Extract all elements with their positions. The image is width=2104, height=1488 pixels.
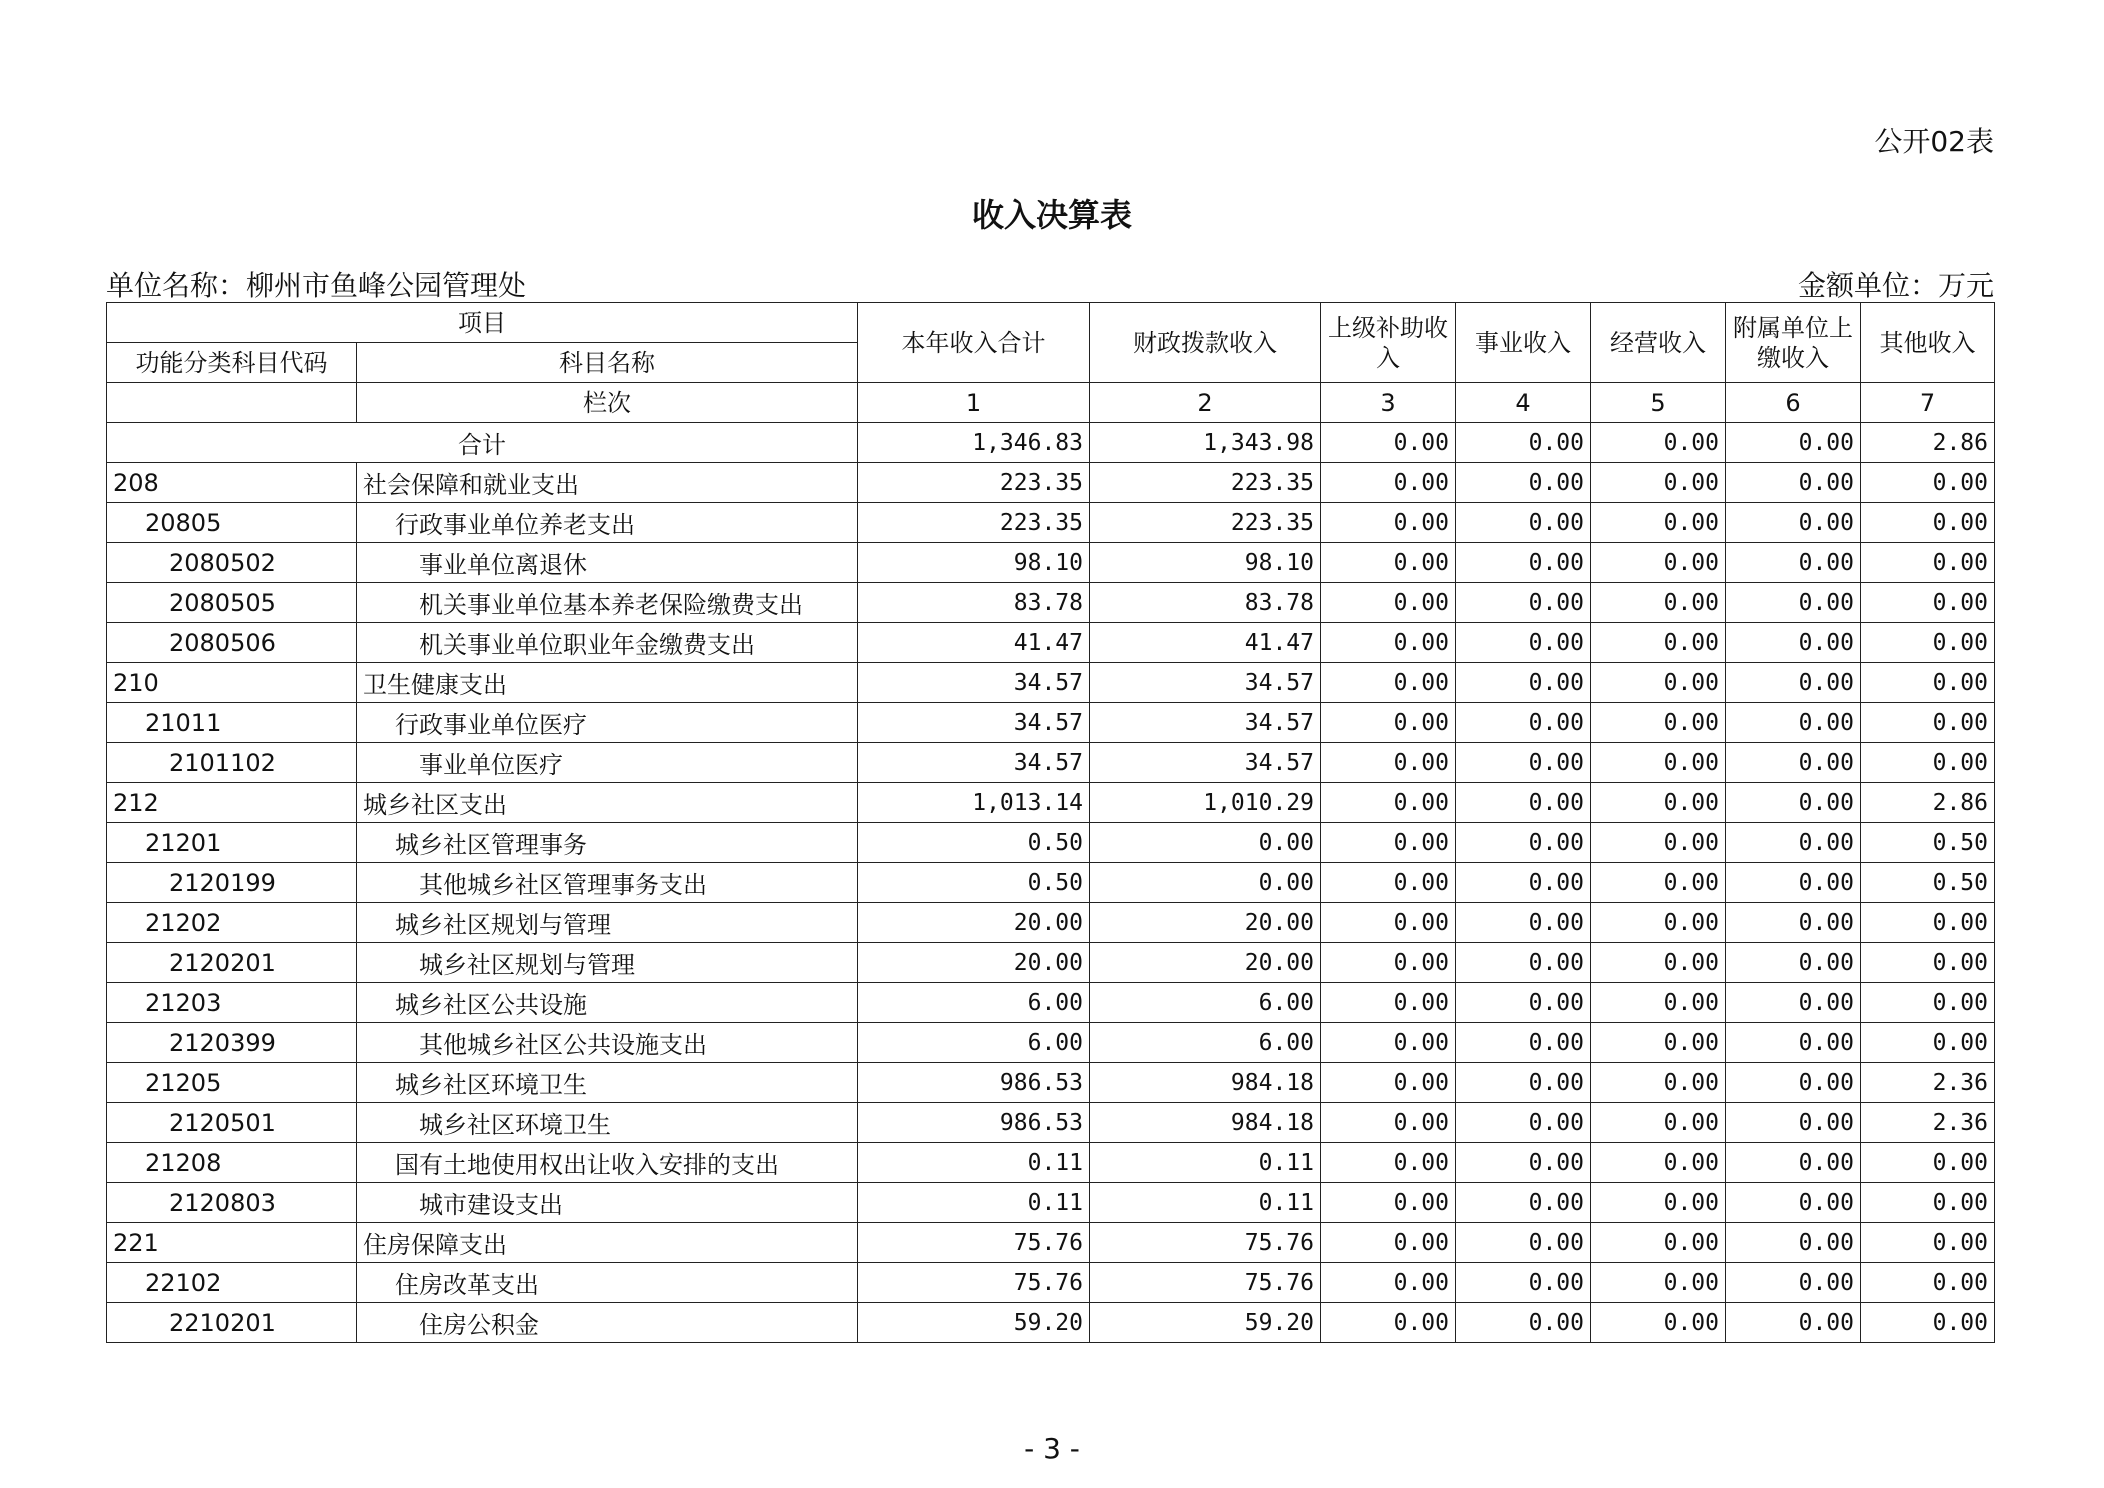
- amount-cell: 2.36: [1861, 1063, 1995, 1103]
- amount-cell: 223.35: [858, 503, 1090, 543]
- subject-name: 城市建设支出: [357, 1183, 858, 1223]
- amount-unit: 金额单位：万元: [1797, 269, 1994, 302]
- table-row: [107, 1263, 1995, 1303]
- amount-cell: 0.00: [1861, 703, 1995, 743]
- table-row: [107, 783, 1995, 823]
- amount-cell: 0.00: [1591, 1063, 1726, 1103]
- subject-code: 21202: [107, 903, 357, 943]
- col-number: 3: [1321, 383, 1456, 423]
- amount-cell: 20.00: [858, 903, 1090, 943]
- subject-name: 机关事业单位职业年金缴费支出: [357, 623, 858, 663]
- amount-cell: 0.00: [1861, 663, 1995, 703]
- subject-code: 20805: [107, 503, 357, 543]
- subject-name: 城乡社区规划与管理: [357, 903, 858, 943]
- subject-code: 2120201: [107, 943, 357, 983]
- amount-cell: 0.00: [1456, 1183, 1591, 1223]
- subject-code: 21203: [107, 983, 357, 1023]
- amount-cell: 0.00: [1591, 703, 1726, 743]
- amount-cell: 34.57: [858, 703, 1090, 743]
- subject-code: 21208: [107, 1143, 357, 1183]
- amount-cell: 0.11: [1090, 1143, 1321, 1183]
- table-row: [107, 1183, 1995, 1223]
- amount-cell: 0.00: [1321, 903, 1456, 943]
- subject-code: 2101102: [107, 743, 357, 783]
- amount-cell: 0.00: [1726, 1103, 1861, 1143]
- subject-name: 城乡社区管理事务: [357, 823, 858, 863]
- amount-cell: 0.00: [1726, 543, 1861, 583]
- amount-cell: 0.00: [1861, 1143, 1995, 1183]
- amount-cell: 0.00: [1321, 543, 1456, 583]
- amount-cell: 0.00: [1726, 863, 1861, 903]
- table-row: [107, 703, 1995, 743]
- table-row: [107, 543, 1995, 583]
- table-row: [107, 1023, 1995, 1063]
- amount-cell: 0.00: [1591, 583, 1726, 623]
- amount-cell: 59.20: [858, 1303, 1090, 1343]
- subject-name: 国有土地使用权出让收入安排的支出: [357, 1143, 858, 1183]
- table-row: [107, 1223, 1995, 1263]
- amount-cell: 0.00: [1321, 943, 1456, 983]
- amount-cell: 0.00: [1321, 1143, 1456, 1183]
- subject-name: 卫生健康支出: [357, 663, 858, 703]
- amount-cell: 0.00: [1090, 863, 1321, 903]
- amount-cell: 20.00: [858, 943, 1090, 983]
- amount-cell: 0.00: [1726, 783, 1861, 823]
- amount-cell: 0.00: [1456, 463, 1591, 503]
- table-row: [107, 1063, 1995, 1103]
- header-total-income: 本年收入合计: [858, 303, 1090, 383]
- amount-cell: 986.53: [858, 1103, 1090, 1143]
- subject-code: 210: [107, 663, 357, 703]
- page-number: - 3 -: [1024, 1432, 1080, 1465]
- header-code: 功能分类科目代码: [107, 343, 357, 383]
- amount-cell: 0.00: [1321, 1263, 1456, 1303]
- amount-cell: 0.00: [1591, 1023, 1726, 1063]
- subject-code: 221: [107, 1223, 357, 1263]
- header-business: 事业收入: [1456, 303, 1591, 383]
- amount-cell: 0.00: [1456, 1063, 1591, 1103]
- amount-cell: 0.00: [1726, 1143, 1861, 1183]
- amount-cell: 34.57: [1090, 743, 1321, 783]
- subject-code: 212: [107, 783, 357, 823]
- subject-code: 21205: [107, 1063, 357, 1103]
- total-value: 1,343.98: [1090, 423, 1321, 463]
- table-row: [107, 503, 1995, 543]
- table-row: [107, 903, 1995, 943]
- amount-cell: 0.00: [1591, 1263, 1726, 1303]
- amount-cell: 0.00: [1861, 1183, 1995, 1223]
- amount-cell: 0.00: [1591, 663, 1726, 703]
- amount-cell: 0.00: [1861, 583, 1995, 623]
- amount-cell: 0.00: [1456, 503, 1591, 543]
- subject-name: 城乡社区公共设施: [357, 983, 858, 1023]
- amount-cell: 20.00: [1090, 903, 1321, 943]
- amount-cell: 1,013.14: [858, 783, 1090, 823]
- header-other: 其他收入: [1861, 303, 1995, 383]
- col-number: 5: [1591, 383, 1726, 423]
- col-number: 6: [1726, 383, 1861, 423]
- col-number: 7: [1861, 383, 1995, 423]
- amount-cell: 6.00: [858, 1023, 1090, 1063]
- amount-cell: 6.00: [858, 983, 1090, 1023]
- amount-cell: 0.11: [858, 1143, 1090, 1183]
- amount-cell: 0.00: [1591, 543, 1726, 583]
- subject-name: 其他城乡社区管理事务支出: [357, 863, 858, 903]
- table-row: [107, 1103, 1995, 1143]
- header-item: 项目: [107, 303, 858, 343]
- amount-cell: 0.11: [858, 1183, 1090, 1223]
- amount-cell: 0.00: [1726, 943, 1861, 983]
- amount-cell: 83.78: [1090, 583, 1321, 623]
- header-name: 科目名称: [357, 343, 858, 383]
- amount-cell: 0.00: [1456, 1303, 1591, 1343]
- amount-cell: 0.00: [1726, 1023, 1861, 1063]
- subject-code: 2120803: [107, 1183, 357, 1223]
- amount-cell: 0.00: [1726, 1223, 1861, 1263]
- amount-cell: 0.00: [1591, 823, 1726, 863]
- amount-cell: 0.00: [1456, 1223, 1591, 1263]
- amount-cell: 0.00: [1321, 623, 1456, 663]
- amount-cell: 0.00: [1321, 983, 1456, 1023]
- amount-cell: 34.57: [1090, 663, 1321, 703]
- amount-cell: 223.35: [1090, 503, 1321, 543]
- subject-code: 21011: [107, 703, 357, 743]
- total-label: 合计: [107, 423, 858, 463]
- amount-cell: 0.00: [1456, 583, 1591, 623]
- amount-cell: 0.00: [1321, 1303, 1456, 1343]
- amount-cell: 0.00: [1861, 623, 1995, 663]
- header-operating: 经营收入: [1591, 303, 1726, 383]
- subject-name: 其他城乡社区公共设施支出: [357, 1023, 858, 1063]
- amount-cell: 0.00: [1726, 623, 1861, 663]
- amount-cell: 0.00: [1861, 1263, 1995, 1303]
- total-value: 0.00: [1726, 423, 1861, 463]
- amount-cell: 0.00: [1591, 503, 1726, 543]
- col-index-row: [107, 383, 1995, 423]
- amount-cell: 0.00: [1321, 783, 1456, 823]
- table-row: [107, 463, 1995, 503]
- amount-cell: 0.00: [1861, 983, 1995, 1023]
- amount-cell: 0.00: [1321, 743, 1456, 783]
- amount-cell: 984.18: [1090, 1063, 1321, 1103]
- amount-cell: 34.57: [858, 743, 1090, 783]
- amount-cell: 0.00: [1456, 823, 1591, 863]
- amount-cell: 0.00: [1591, 903, 1726, 943]
- amount-cell: 0.00: [1591, 1103, 1726, 1143]
- amount-cell: 34.57: [1090, 703, 1321, 743]
- unit-name: 单位名称：柳州市鱼峰公园管理处: [106, 269, 527, 302]
- amount-cell: 0.00: [1591, 863, 1726, 903]
- amount-cell: 0.00: [1591, 743, 1726, 783]
- subject-code: 2120199: [107, 863, 357, 903]
- amount-cell: 0.00: [1861, 743, 1995, 783]
- amount-cell: 0.50: [858, 863, 1090, 903]
- amount-cell: 986.53: [858, 1063, 1090, 1103]
- amount-cell: 0.00: [1726, 823, 1861, 863]
- amount-cell: 6.00: [1090, 1023, 1321, 1063]
- amount-cell: 0.00: [1726, 1303, 1861, 1343]
- col-number: 2: [1090, 383, 1321, 423]
- amount-cell: 0.00: [1456, 1103, 1591, 1143]
- amount-cell: 0.00: [1456, 623, 1591, 663]
- amount-cell: 0.00: [1321, 463, 1456, 503]
- amount-cell: 0.00: [1726, 503, 1861, 543]
- amount-cell: 0.00: [1456, 743, 1591, 783]
- col-index-label: 栏次: [357, 383, 858, 423]
- subject-name: 住房公积金: [357, 1303, 858, 1343]
- page-title: 收入决算表: [971, 196, 1132, 234]
- subject-name: 城乡社区规划与管理: [357, 943, 858, 983]
- subject-code: 21201: [107, 823, 357, 863]
- subject-name: 社会保障和就业支出: [357, 463, 858, 503]
- subject-code: 2080502: [107, 543, 357, 583]
- amount-cell: 0.00: [1861, 503, 1995, 543]
- amount-cell: 0.00: [1321, 863, 1456, 903]
- amount-cell: 0.00: [1456, 1263, 1591, 1303]
- amount-cell: 0.00: [1591, 1223, 1726, 1263]
- amount-cell: 34.57: [858, 663, 1090, 703]
- amount-cell: 0.00: [1591, 1143, 1726, 1183]
- amount-cell: 0.50: [858, 823, 1090, 863]
- subject-code: 2120501: [107, 1103, 357, 1143]
- subject-code: 208: [107, 463, 357, 503]
- amount-cell: 0.00: [1861, 1303, 1995, 1343]
- amount-cell: 6.00: [1090, 983, 1321, 1023]
- table-row: [107, 823, 1995, 863]
- amount-cell: 0.00: [1591, 943, 1726, 983]
- subject-code: 2080505: [107, 583, 357, 623]
- amount-cell: 0.00: [1726, 703, 1861, 743]
- subject-code: 22102: [107, 1263, 357, 1303]
- amount-cell: 0.00: [1456, 1143, 1591, 1183]
- subject-code: 2080506: [107, 623, 357, 663]
- table-row: [107, 863, 1995, 903]
- amount-cell: 0.50: [1861, 823, 1995, 863]
- amount-cell: 984.18: [1090, 1103, 1321, 1143]
- amount-cell: 0.00: [1591, 623, 1726, 663]
- amount-cell: 0.00: [1321, 703, 1456, 743]
- amount-cell: 0.00: [1456, 983, 1591, 1023]
- total-value: 0.00: [1321, 423, 1456, 463]
- amount-cell: 223.35: [1090, 463, 1321, 503]
- total-value: 1,346.83: [858, 423, 1090, 463]
- table-row: [107, 1303, 1995, 1343]
- amount-cell: 2.86: [1861, 783, 1995, 823]
- subject-name: 城乡社区支出: [357, 783, 858, 823]
- amount-cell: 98.10: [858, 543, 1090, 583]
- table-row: [107, 663, 1995, 703]
- table-row: [107, 583, 1995, 623]
- amount-cell: 0.00: [1726, 1263, 1861, 1303]
- subject-name: 住房改革支出: [357, 1263, 858, 1303]
- amount-cell: 75.76: [858, 1223, 1090, 1263]
- total-value: 0.00: [1456, 423, 1591, 463]
- form-number: 公开02表: [1874, 125, 1994, 158]
- amount-cell: 0.00: [1861, 1223, 1995, 1263]
- amount-cell: 0.00: [1726, 1063, 1861, 1103]
- header-superior-subsidy: 上级补助收入: [1321, 303, 1456, 383]
- amount-cell: 0.00: [1456, 783, 1591, 823]
- amount-cell: 0.00: [1861, 463, 1995, 503]
- subject-name: 行政事业单位医疗: [357, 703, 858, 743]
- amount-cell: 0.00: [1861, 543, 1995, 583]
- amount-cell: 75.76: [858, 1263, 1090, 1303]
- amount-cell: 223.35: [858, 463, 1090, 503]
- header-fiscal: 财政拨款收入: [1090, 303, 1321, 383]
- amount-cell: 59.20: [1090, 1303, 1321, 1343]
- amount-cell: 0.00: [1726, 743, 1861, 783]
- table-row: [107, 943, 1995, 983]
- table-row: [107, 1143, 1995, 1183]
- table-row: [107, 983, 1995, 1023]
- amount-cell: 83.78: [858, 583, 1090, 623]
- amount-cell: 0.00: [1321, 503, 1456, 543]
- amount-cell: 0.00: [1861, 903, 1995, 943]
- amount-cell: 0.00: [1321, 1103, 1456, 1143]
- amount-cell: 0.00: [1456, 903, 1591, 943]
- amount-cell: 0.00: [1591, 783, 1726, 823]
- amount-cell: 0.00: [1456, 543, 1591, 583]
- amount-cell: 0.00: [1456, 663, 1591, 703]
- amount-cell: 0.00: [1726, 1183, 1861, 1223]
- amount-cell: 0.00: [1726, 663, 1861, 703]
- subject-name: 住房保障支出: [357, 1223, 858, 1263]
- subject-name: 城乡社区环境卫生: [357, 1103, 858, 1143]
- amount-cell: 0.00: [1591, 463, 1726, 503]
- subject-code: 2120399: [107, 1023, 357, 1063]
- amount-cell: 0.00: [1090, 823, 1321, 863]
- amount-cell: 0.00: [1726, 903, 1861, 943]
- amount-cell: 0.00: [1591, 1183, 1726, 1223]
- col-number: 1: [858, 383, 1090, 423]
- subject-name: 事业单位医疗: [357, 743, 858, 783]
- amount-cell: 0.00: [1321, 1023, 1456, 1063]
- col-number: 4: [1456, 383, 1591, 423]
- amount-cell: 0.00: [1726, 983, 1861, 1023]
- amount-cell: 0.00: [1591, 1303, 1726, 1343]
- amount-cell: 20.00: [1090, 943, 1321, 983]
- amount-cell: 0.00: [1861, 943, 1995, 983]
- amount-cell: 0.00: [1321, 583, 1456, 623]
- col-index-blank: [107, 383, 357, 423]
- amount-cell: 41.47: [1090, 623, 1321, 663]
- amount-cell: 41.47: [858, 623, 1090, 663]
- amount-cell: 0.00: [1456, 1023, 1591, 1063]
- amount-cell: 0.00: [1726, 583, 1861, 623]
- subject-name: 机关事业单位基本养老保险缴费支出: [357, 583, 858, 623]
- amount-cell: 98.10: [1090, 543, 1321, 583]
- amount-cell: 0.00: [1456, 863, 1591, 903]
- amount-cell: 75.76: [1090, 1223, 1321, 1263]
- amount-cell: 1,010.29: [1090, 783, 1321, 823]
- amount-cell: 0.00: [1321, 823, 1456, 863]
- table-row: [107, 743, 1995, 783]
- subject-name: 行政事业单位养老支出: [357, 503, 858, 543]
- amount-cell: 0.00: [1321, 1223, 1456, 1263]
- income-table: [106, 302, 1995, 1343]
- amount-cell: 0.50: [1861, 863, 1995, 903]
- subject-name: 事业单位离退休: [357, 543, 858, 583]
- amount-cell: 0.00: [1321, 1183, 1456, 1223]
- amount-cell: 0.00: [1321, 1063, 1456, 1103]
- amount-cell: 0.11: [1090, 1183, 1321, 1223]
- subject-code: 2210201: [107, 1303, 357, 1343]
- amount-cell: 2.36: [1861, 1103, 1995, 1143]
- amount-cell: 0.00: [1591, 983, 1726, 1023]
- amount-cell: 75.76: [1090, 1263, 1321, 1303]
- amount-cell: 0.00: [1456, 943, 1591, 983]
- amount-cell: 0.00: [1321, 663, 1456, 703]
- header-affiliated: 附属单位上缴收入: [1726, 303, 1861, 383]
- amount-cell: 0.00: [1726, 463, 1861, 503]
- amount-cell: 0.00: [1456, 703, 1591, 743]
- total-value: 0.00: [1591, 423, 1726, 463]
- total-value: 2.86: [1861, 423, 1995, 463]
- table-row: [107, 623, 1995, 663]
- subject-name: 城乡社区环境卫生: [357, 1063, 858, 1103]
- total-row: [107, 423, 1995, 463]
- amount-cell: 0.00: [1861, 1023, 1995, 1063]
